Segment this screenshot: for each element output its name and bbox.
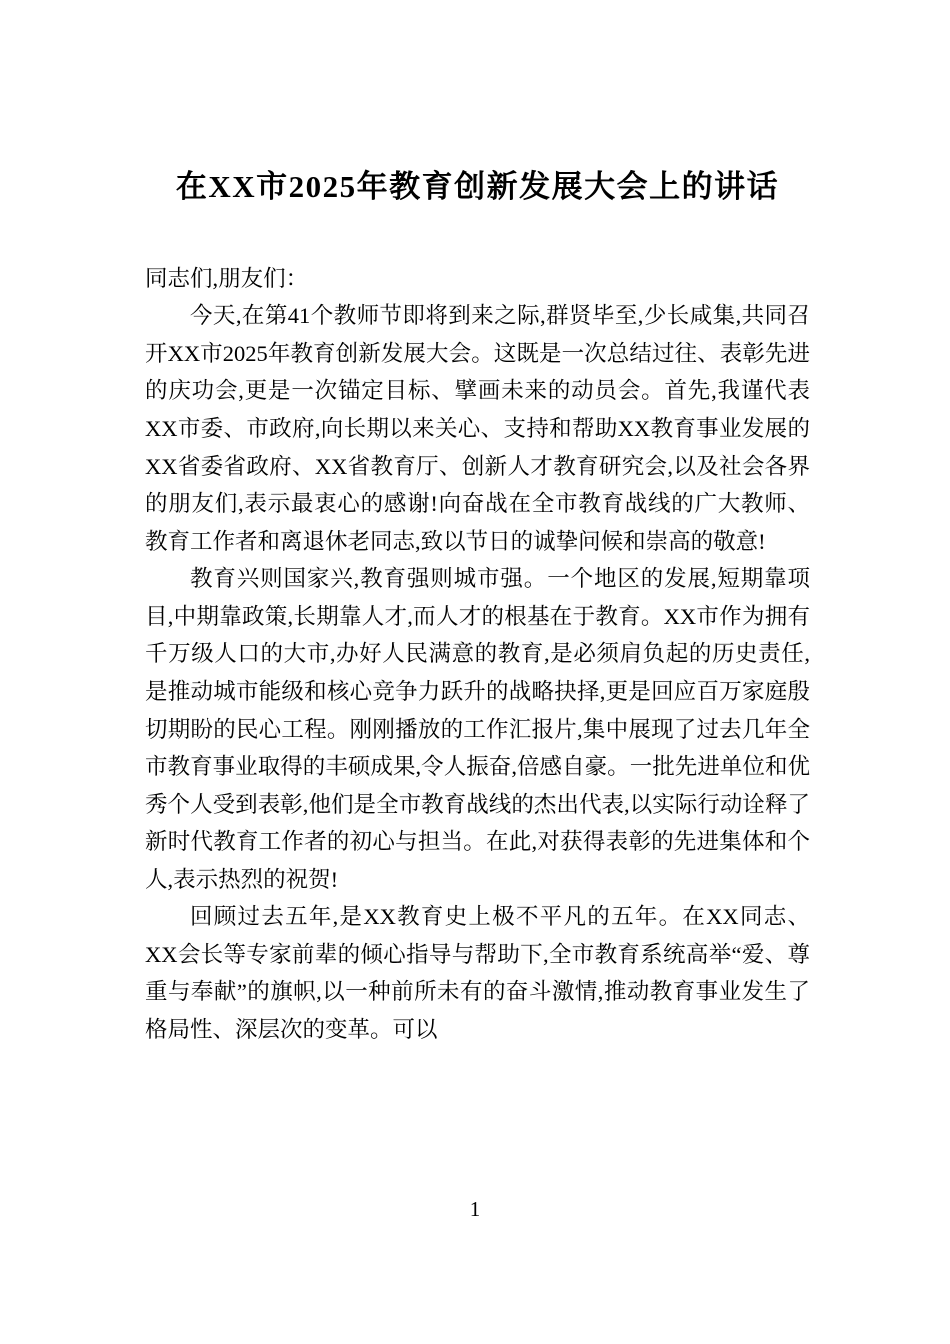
salutation-paragraph: 同志们,朋友们： xyxy=(145,265,309,291)
document-body xyxy=(145,260,810,1049)
body-paragraph-3: 回顾过去五年,是XX教育史上极不平凡的五年。在XX同志、XX会长等专家前辈的倾心指导与帮助下,全市教育系统高举“爱、尊重与奉献”的旗帜,以一种前所未有的奋斗激情,推动教育事业发生了格局性、深层次的变革。可以 xyxy=(145,904,810,1042)
page-number: 1 xyxy=(469,1197,481,1221)
body-paragraph-1: 今天,在第41个教师节即将到来之际,群贤毕至,少长咸集,共同召开XX市2025年教育创新发展大会。这既是一次总结过往、表彰先进的庆功会,更是一次锚定目标、擘画未来的动员会。首先,我谨代表XX市委、市政府,向长期以来关心、支持和帮助XX教育事业发展的XX省委省政府、XX省教育厅、创新人才教育研究会,以及社会各界的朋友们,表示最衷心的感谢!向奋战在全市教育战线的广大教师、教育工作者和离退休老同志,致以节日的诚挚问候和崇高的敬意! xyxy=(145,303,810,554)
document-title: 在XX市2025年教育创新发展大会上的讲话 xyxy=(175,169,780,204)
body-paragraph-2: 教育兴则国家兴,教育强则城市强。一个地区的发展,短期靠项目,中期靠政策,长期靠人才,而人才的根基在于教育。XX市作为拥有千万级人口的大市,办好人民满意的教育,是必须肩负起的历史责任,是推动城市能级和核心竞争力跃升的战略抉择,更是回应百万家庭殷切期盼的民心工程。刚刚播放的工作汇报片,集中展现了过去几年全市教育事业取得的丰硕成果,令人振奋,倍感自豪。一批先进单位和优秀个人受到表彰,他们是全市教育战线的杰出代表,以实际行动诠释了新时代教育工作者的初心与担当。在此,对获得表彰的先进集体和个人,表示热烈的祝贺! xyxy=(145,566,810,892)
